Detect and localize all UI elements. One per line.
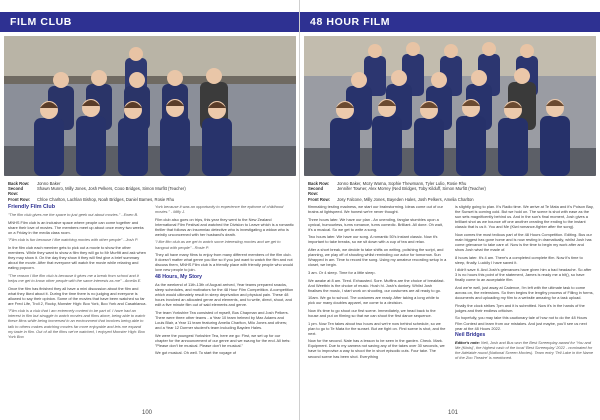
text-column	[8, 204, 147, 398]
author-name: Neil Bridges	[455, 332, 486, 339]
paragraph: 3 am. Or 4 sleep. Time for a little sleep.	[308, 269, 376, 275]
editor-note	[455, 340, 594, 360]
paragraph: I didn't save it. And Josh's grievances have given him a bad headache. So after 3 is no hours this point of the statement, James is ready me a bit(), so have finally come to an acceptable film.	[455, 267, 592, 283]
paragraph: 1 pm. Now Ten takes about two hours and we're now behind schedule, so we plan to go to Te Mata for the sunset. But we fight on. First scene is shot, and the next.	[308, 320, 446, 336]
48-hour-film-group-photo	[304, 36, 596, 176]
paragraph: Now for the second. Nate has a lesson to be seen in the garden. Check. Mark. Equipment. Due to my camera not saving any of the takes over 30 seconds, we have to improvise a way to shoot the in short episodic cuts. Four take. The second scene has been shot. Everything	[308, 338, 445, 359]
group-photo-illustration	[304, 36, 596, 176]
caption-label: Back Row:	[8, 181, 30, 186]
paragraph: Two hours later. We have our song. A romantic 50's instant classic. Now it's important to take breaks, so we sit down with a cup of tea and relax.	[308, 234, 438, 245]
paragraph: After a short break, we decide to take shifts on writing, polishing the script, and planning, we play off of shouting whilst reminding our actor for tomorrow. Sun Wrapped in am. Time to record the song. Using my amateur recording setup in a closet, we begin.	[308, 247, 447, 268]
paragraph: Now comes the most tedious part of the 48 Hours Competition. Editing. Bus our main biggest has gone home and is now resting in dramatically, whilst Josh has come grievance to take care of. Now is the time to begin my work after and show Josh what the made of.	[455, 231, 592, 252]
caption-label: Front Row:	[8, 196, 31, 202]
caption-names: Jonno Baker, Mozy Warna, Sophie Thewmann, Tyler Lulio, Rosie Rhu	[337, 181, 467, 186]
paragraph: MNHS Film club is an inclusive space where people can come together and share their love of movies. The members meet up about once every two weeks on a Friday in the media class room.	[8, 219, 144, 235]
film-club-banner: FILM CLUB	[0, 12, 300, 32]
caption-second-row	[308, 186, 594, 196]
paragraph: So hopefully, you may take this cautionary tale of how not to do the 48 Hours Film Contest and learn from our mistakes. And just maybe, you'll see us next year at the 48 Hours 2022.	[455, 315, 588, 331]
editor-note-label: Editor's note:	[455, 340, 480, 346]
paragraph: Film club also goes on trips, this year they went to the New Zealand International Film Festival and watched the Division to Leave which is a romantic thriller that follows an insomniac detective who is investigating a widow who is weirdly unconcerned with her husband's death.	[155, 216, 294, 237]
quote: "I like film club as we get to watch some interesting movies and we get to hangout with people" - Rosie P.	[155, 239, 281, 250]
caption-front-row	[8, 197, 294, 202]
quote: "The film club gives me the space to just geek out about movies." - Ewen B.	[8, 212, 139, 218]
quote: "The reason I like film club is because it gives me a break from school and it helps me get to know other people with the same interests as me" - Amelia E.	[8, 272, 142, 283]
caption-label: Front Row:	[308, 196, 331, 202]
page-number: 101	[448, 410, 459, 416]
paragraph: We were the youngest Yorkshire Tea, here we go: First, we set up for our chapter for the announcement of our genre and we swung for the end. All bets: "Please don't be musical. Please don't be musical."	[155, 332, 291, 348]
paragraph: We got musical. Oh well. To start the voyage of	[155, 350, 236, 356]
paragraph: In the film club each member gets to pick out a movie to show the other members. While they want to show a film they will go to Mr Murfitt and ask when they may show it. On the day they show it they will first give a brief summary about the movie. After that everyone will watch the movie while relaxing and eating popcorn.	[8, 245, 146, 271]
paragraph: filmmaking testing madness, we start our brainstorming. Ideas come out of our brains at lightspeed. We honest we're never thought.	[308, 204, 443, 215]
caption-front-row	[308, 197, 594, 202]
group-photo-illustration	[4, 36, 296, 176]
caption-names: Josy Falcone, Milly Jones, Bayeden Hales, Josh Pelkers, Amelia Charlton	[337, 196, 474, 202]
quote: "Film club is a club that I am extremely content to be part of. I have had an interest in film but struggle to watch movies and films alone, being able to watch these films while being immersed in an environment that involves being able to talk to others makes watching movies far more enjoyable and lets me expand my taste in film. Out of all the films we've watched, I enjoyed Monster High: Boo York Boo	[8, 308, 146, 339]
right-page	[300, 0, 600, 420]
paragraph: The team Yorkshire Tea consisted of myself, Bus Chapman and Josh Pelkers. There were three other teams - a Year 10 team helmed by Max Adams and Louis Blair, a Year 11 team featuring Amelia Charlton, Milo Jones and others; and a Year 12 Dormer student's team including Bayden Hales.	[155, 309, 289, 330]
paragraph: As the weekend of 11th-13th of August arrived, Year teams prepared snacks, sleep schedules, and motivators for the 48 Hour Film Competition. A competition which would ultimately result in sleep deprivation and physical pain. These 48 hours involved an allocated genre and elements, and to write, direct, shoot, and edit a five minute film out of said elements and genre.	[155, 281, 294, 308]
paragraph: Now it's time to go shoot our first scene. Immediately, we head back to the house and put on filming so that we can shoot the first dance sequence.	[308, 307, 436, 318]
caption-label: Back Row:	[308, 181, 330, 186]
paragraph: 8 hours later. It's 4 am. There's a completed complete film. Now it's time to sleep, finally. Luckily I have saved it.	[455, 254, 583, 265]
photo-caption	[8, 181, 294, 202]
caption-names: Jennifer Towner, Alex Morrey (Ned Bridges, Toby Kilduff, Simon Murfitt (Teacher)	[337, 186, 486, 192]
paragraph: Once the film has finished they all have a mini discussion about the film and what they liked about it. During the time there is no judging and everyone is allowed to say their opinion. Some of the movies that have been watched so far are Fred Life, Troll 2, Rocky, Monster High: Boo York, Boo York and Casablanca.	[8, 285, 147, 306]
article-body	[8, 204, 294, 398]
text-column	[455, 204, 594, 398]
quote: "Film club is fun because I like watching movies with other people" - Josh P.	[8, 237, 139, 243]
paragraph: We awake at 8 am. Tired. Exhausted. Sore. Muffins are the choice of breakfast. And Weetbix is the choice of music. Hush hi. Josh's donkey. Whilst Josh finalises the music, I start work on shooting, our costumes are all ready to go.	[308, 277, 445, 293]
quote: York because it was an opportunity to experience the epitome of childhood movies." - Milly J.	[155, 204, 284, 215]
film-club-group-photo	[4, 36, 296, 176]
caption-names: Chloe Charlton, Lachlan Bishop, Noah Bridges, Daniel Barnes, Rosie Rhu	[37, 196, 175, 202]
text-column	[308, 204, 447, 398]
article-body	[308, 204, 594, 398]
paragraph: is slightly going to plan. It's Radio time. We arrive at Te Mata and it's Poison Bay, the Sunset is coming cold. But we hold on. The scene is shot with ease as the sun sets magnificently behind us. And in the sun's final moment, Josh gives a brilliant shot as we bounce off one another creating the ending to the instant classic that is us it. You and Me (Kiwi romance-fighter after the song).	[455, 204, 594, 230]
48-hour-film-banner: 48 HOUR FILM	[300, 12, 600, 32]
paragraph: Finally the clock strikes 7pm and it is submitted. Now it's in the hands of the judges and their endless criticism.	[455, 302, 585, 313]
section-heading: Friendly Film Club	[8, 204, 56, 210]
caption-names: Shawn Munro, Milly Jones, Josh Pelkers, Cooo Bridges, Simon Murfitt (Teacher)	[37, 186, 186, 192]
text-column	[155, 204, 294, 398]
caption-names: Jonno Baker	[37, 181, 61, 186]
section-heading: 48 Hours, My Story	[155, 273, 202, 280]
caption-label: Second Row:	[308, 186, 324, 197]
editor-note-text: Neil, Josh and Bus won the Best Screenplay award for 'You and Me (Kiwis)', the highest cash of the local 'Best Screenplay' 2022 - nominated for the Adelaide round (National Screen Movies). Team entry 'Tell Lake in the Name of the Zoo Theatre' is mentioned.	[455, 340, 594, 361]
caption-second-row	[8, 186, 294, 196]
paragraph: 10am. We go to school. The costumes are ready. After taking a long while to pick our many doubles apparel, we come to a decision.	[308, 295, 440, 306]
caption-label: Second Row:	[8, 186, 24, 197]
paragraph: They all have many films to enjoy from many different members of the film club. It doesn't matter what genre you like so if you just want to watch the film and not discuss them, MNHS Film club is a friendly place with friendly people who would love new people to join.	[155, 252, 293, 273]
photo-caption	[308, 181, 594, 202]
paragraph: And we're well, just away at Cadence, I'm left with the ultimate task to come across on, the extensions. So then begins the lengthy process of Filling in forms, documents and uploading my film to a website amazing for a task upload.	[455, 285, 594, 301]
page-number: 100	[142, 410, 153, 416]
paragraph: Three hours later. We have our plan - An unending, fanglar stumbles upon a cynical, humourless, turns romance, turns comedic. Brilliant. All done. Oh wait, it's a musical. So we get to write a song.	[308, 216, 443, 232]
